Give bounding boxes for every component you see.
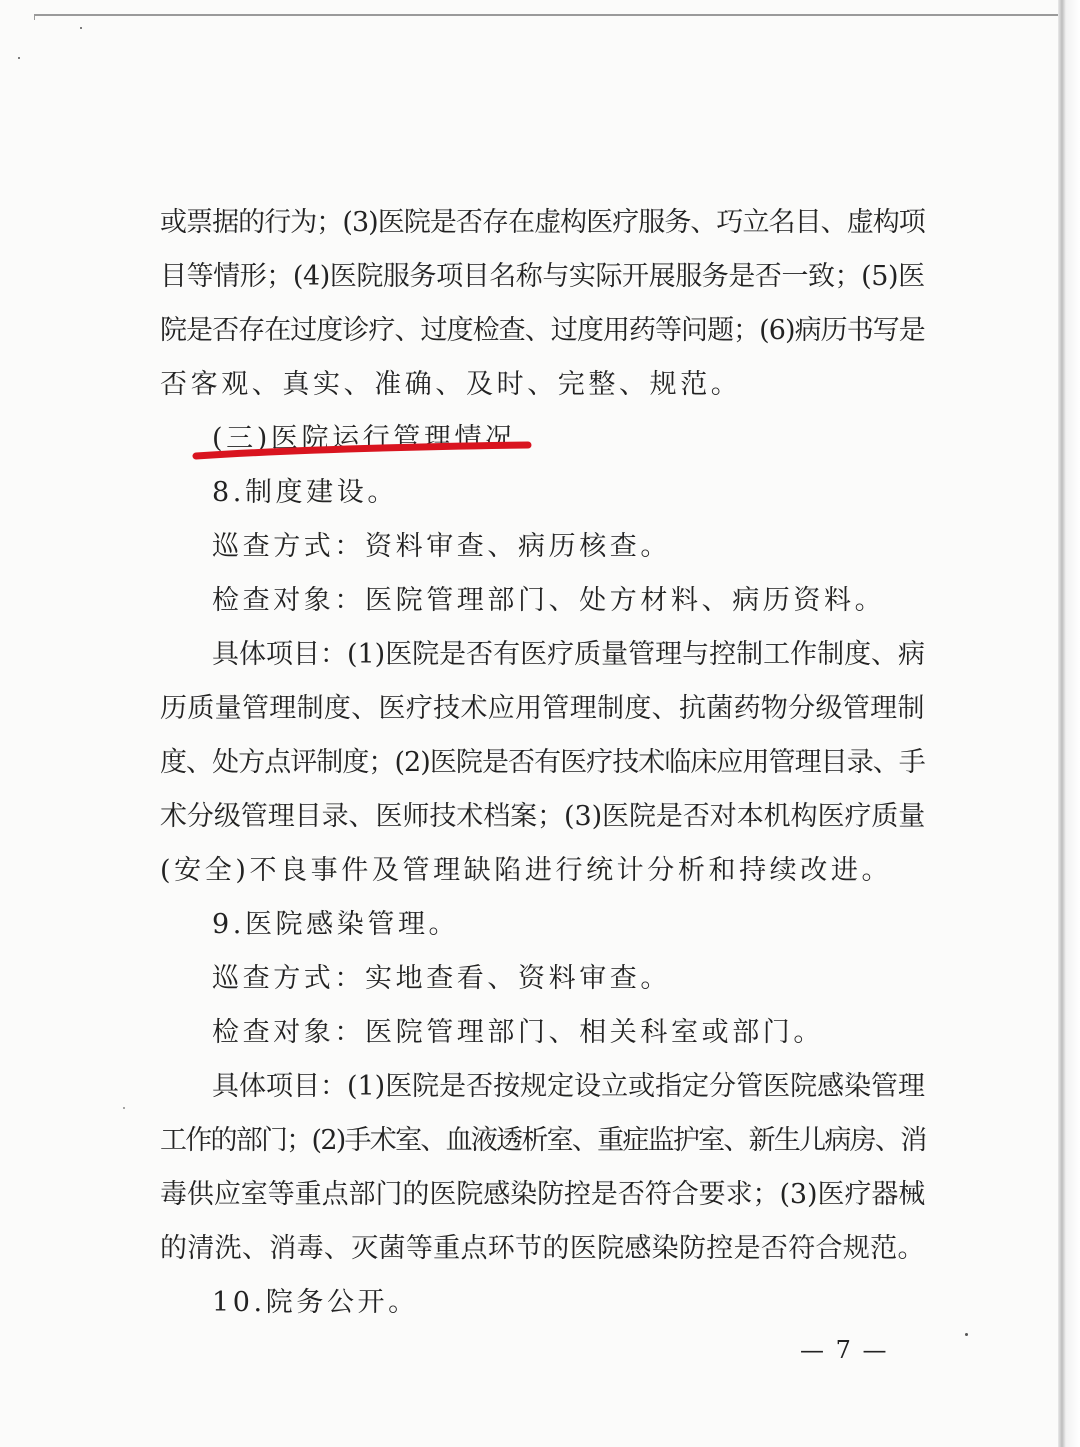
body-line: 巡查方式：资料审查、病历核查。 <box>212 531 671 562</box>
page-top-edge <box>34 14 1064 16</box>
item-heading: 9.医院感染管理。 <box>212 909 460 940</box>
body-line: 巡查方式：实地查看、资料审查。 <box>212 963 671 994</box>
body-line: 术分级管理目录、医师技术档案；(3)医院是否对本机构医疗质量 <box>160 801 926 832</box>
body-line: 度、处方点评制度；(2)医院是否有医疗技术临床应用管理目录、手 <box>160 747 925 778</box>
scan-speck <box>18 57 20 59</box>
item-heading: 10.院务公开。 <box>212 1287 419 1318</box>
body-line: 具体项目：(1)医院是否有医疗质量管理与控制工作制度、病 <box>212 639 926 670</box>
body-line: 否客观、真实、准确、及时、完整、规范。 <box>160 369 742 400</box>
section-heading: (三)医院运行管理情况 <box>212 423 516 454</box>
scan-speck <box>965 1333 968 1336</box>
scan-speck <box>123 1107 125 1109</box>
body-line: 检查对象：医院管理部门、相关科室或部门。 <box>212 1017 824 1048</box>
body-line: 历质量管理制度、医疗技术应用管理制度、抗菌药物分级管理制 <box>160 693 925 724</box>
page-number: — 7 — <box>800 1336 889 1364</box>
body-line: (安全)不良事件及管理缺陷进行统计分析和持续改进。 <box>160 855 893 886</box>
scan-speck <box>80 27 82 29</box>
body-line: 的清洗、消毒、灭菌等重点环节的医院感染防控是否符合规范。 <box>160 1233 925 1264</box>
body-line: 或票据的行为；(3)医院是否存在虚构医疗服务、巧立名目、虚构项 <box>160 207 925 238</box>
body-line: 院是否存在过度诊疗、过度检查、过度用药等问题；(6)病历书写是 <box>160 315 925 346</box>
body-line: 工作的部门；(2)手术室、血液透析室、重症监护室、新生儿病房、消 <box>160 1125 926 1156</box>
item-heading: 8.制度建设。 <box>212 477 398 508</box>
page-right-edge-shadow <box>1058 0 1080 1447</box>
body-line: 具体项目：(1)医院是否按规定设立或指定分管医院感染管理 <box>212 1071 926 1102</box>
page-left-edge <box>34 14 35 20</box>
body-line: 检查对象：医院管理部门、处方材料、病历资料。 <box>212 585 886 616</box>
red-marker-underline <box>192 437 532 463</box>
body-line: 目等情形；(4)医院服务项目名称与实际开展服务是否一致；(5)医 <box>160 261 925 292</box>
body-line: 毒供应室等重点部门的医院感染防控是否符合要求；(3)医疗器械 <box>160 1179 926 1210</box>
